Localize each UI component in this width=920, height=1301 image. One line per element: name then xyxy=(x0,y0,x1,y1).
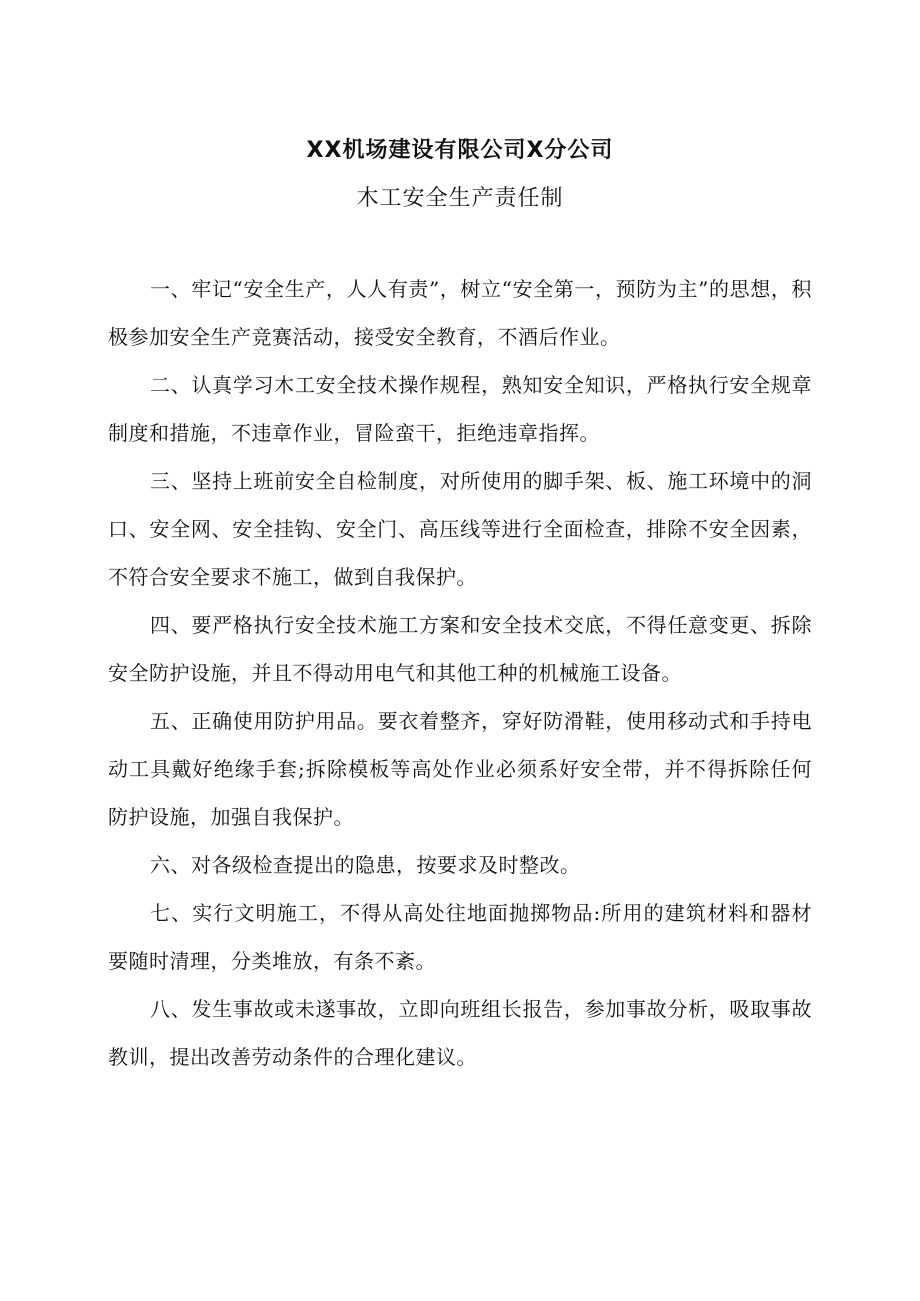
document-body xyxy=(108,265,812,1081)
document-title-company: XX机场建设有限公司X分公司 xyxy=(306,138,614,163)
paragraph-2: 二、认真学习木工安全技术操作规程，熟知安全知识，严格执行安全规章制度和措施，不违章作业，冒险蛮干，拒绝违章指挥。 xyxy=(108,373,812,445)
paragraph-8: 八、发生事故或未遂事故，立即向班组长报告，参加事故分析，吸取事故教训，提出改善劳动条件的合理化建议。 xyxy=(108,997,812,1069)
paragraph-1: 一、牢记“安全生产，人人有责”，树立“安全第一，预防为主”的思想，积极参加安全生产竞赛活动，接受安全教育，不酒后作业。 xyxy=(108,277,812,349)
paragraph-3: 三、坚持上班前安全自检制度，对所使用的脚手架、板、施工环境中的洞口、安全网、安全挂钩、安全门、高压线等进行全面检查，排除不安全因素，不符合安全要求不施工，做到自我保护。 xyxy=(108,469,812,589)
paragraph-4: 四、要严格执行安全技术施工方案和安全技术交底，不得任意变更、拆除安全防护设施，并且不得动用电气和其他工种的机械施工设备。 xyxy=(108,613,812,685)
document-title-subject: 木工安全生产责任制 xyxy=(356,186,564,211)
paragraph-5: 五、正确使用防护用品。要衣着整齐，穿好防滑鞋，使用移动式和手持电动工具戴好绝缘手套;拆除模板等高处作业必须系好安全带，并不得拆除任何防护设施，加强自我保护。 xyxy=(108,709,812,829)
paragraph-6: 六、对各级检查提出的隐患，按要求及时整改。 xyxy=(150,853,581,877)
paragraph-7: 七、实行文明施工，不得从高处往地面抛掷物品:所用的建筑材料和器材要随时清理，分类堆放，有条不紊。 xyxy=(108,901,812,973)
